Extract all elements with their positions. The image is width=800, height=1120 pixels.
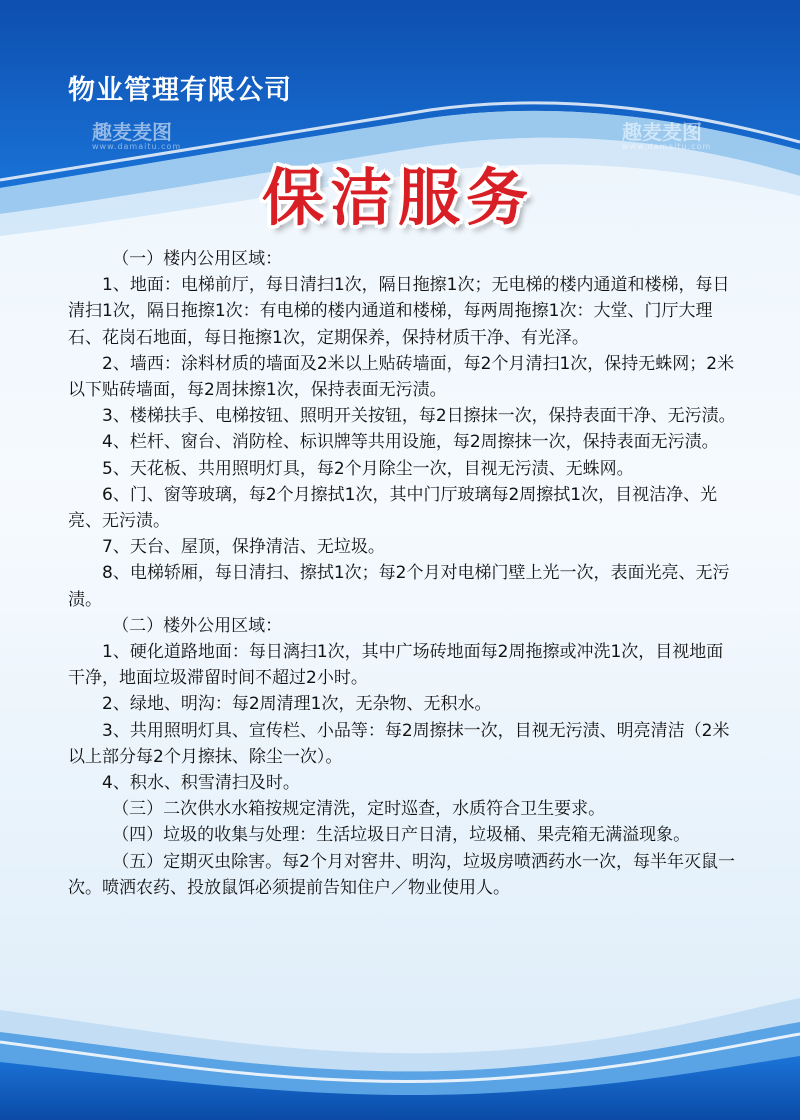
content-body [68, 246, 740, 901]
watermark-left-url: www.damaitu.com [92, 142, 182, 151]
watermark-right: 趣麦麦图 [622, 120, 702, 144]
section-heading-indoor: （一）楼内公用区域： [112, 249, 283, 269]
paragraph: 4、栏杆、窗台、消防栓、标识牌等共用设施，每2周擦抹一次，保持表面无污渍。 [102, 432, 719, 453]
watermark-left: 趣麦麦图 [92, 120, 172, 144]
paragraph: 1、地面：电梯前厅，每日清扫1次，隔日拖擦1次；无电梯的楼内通道和楼梯，每日清扫1次，隔日拖擦1次：有电梯的楼内通道和楼梯，每两周拖擦1次：大堂、门厅大理石、花岗石地面，每日拖擦1次，定期保养，保持材质干净、有光泽。 [68, 275, 730, 348]
paragraph: 2、墙西：涂料材质的墙面及2米以上贴砖墙面，每2个月清扫1次，保持无蛛网；2米以下贴砖墙面，每2周抹擦1次，保持表面无污渍。 [68, 353, 735, 401]
paragraph: 8、电梯轿厢，每日清扫、擦拭1次；每2个月对电梯门壁上光一次，表面光亮、无污渍。 [68, 563, 730, 610]
section-heading-water-tank: （三）二次供水水箱按规定清洗，定时巡查，水质符合卫生要求。 [112, 799, 606, 820]
paragraph: 5、天花板、共用照明灯具，每2个月除尘一次，目视无污渍、无蛛网。 [102, 458, 634, 479]
paragraph: 7、天台、屋顶，保挣清洁、无垃圾。 [102, 537, 385, 558]
watermark-right-url: www.damaitu.com [622, 142, 712, 151]
paragraph: 3、楼梯扶手、电梯按钮、照明开关按钮，每2日擦抹一次，保持表面干净、无污渍。 [102, 406, 736, 427]
page-title: 保洁服务 [262, 161, 535, 234]
paragraph: 1、硬化道路地面：每日漓扫1次，其中广场砖地面每2周拖擦或冲洗1次，目视地面干净，地面垃圾滞留时间不超过2小时。 [68, 642, 724, 689]
company-name: 物业管理有限公司 [68, 75, 292, 106]
paragraph: 3、共用照明灯具、宣传栏、小品等：每2周擦抹一次，目视无污渍、明亮清洁（2米以上部分每2个月擦抹、除尘一次）。 [68, 720, 730, 767]
paragraph: 2、绿地、明沟：每2周清理1次，无杂物、无积水。 [102, 694, 492, 715]
paragraph: 6、门、窗等玻璃，每2个月擦拭1次，其中门厅玻璃每2周擦拭1次，目视洁净、光亮、无污渍。 [68, 484, 718, 532]
section-heading-pest-control: （五）定期灭虫除害。每2个月对窖井、明沟，垃圾房喷洒药水一次，每半年灭鼠一次。喷洒农药、投放鼠饵必须提前告知住户／物业使用人。 [68, 851, 736, 898]
paragraph: 4、积水、积雪清扫及时。 [102, 773, 300, 794]
section-heading-garbage: （四）垃圾的收集与处理：生活垃圾日产日清，垃圾桶、果壳箱无满溢现象。 [112, 825, 691, 846]
section-heading-outdoor: （二）楼外公用区域： [112, 615, 283, 636]
